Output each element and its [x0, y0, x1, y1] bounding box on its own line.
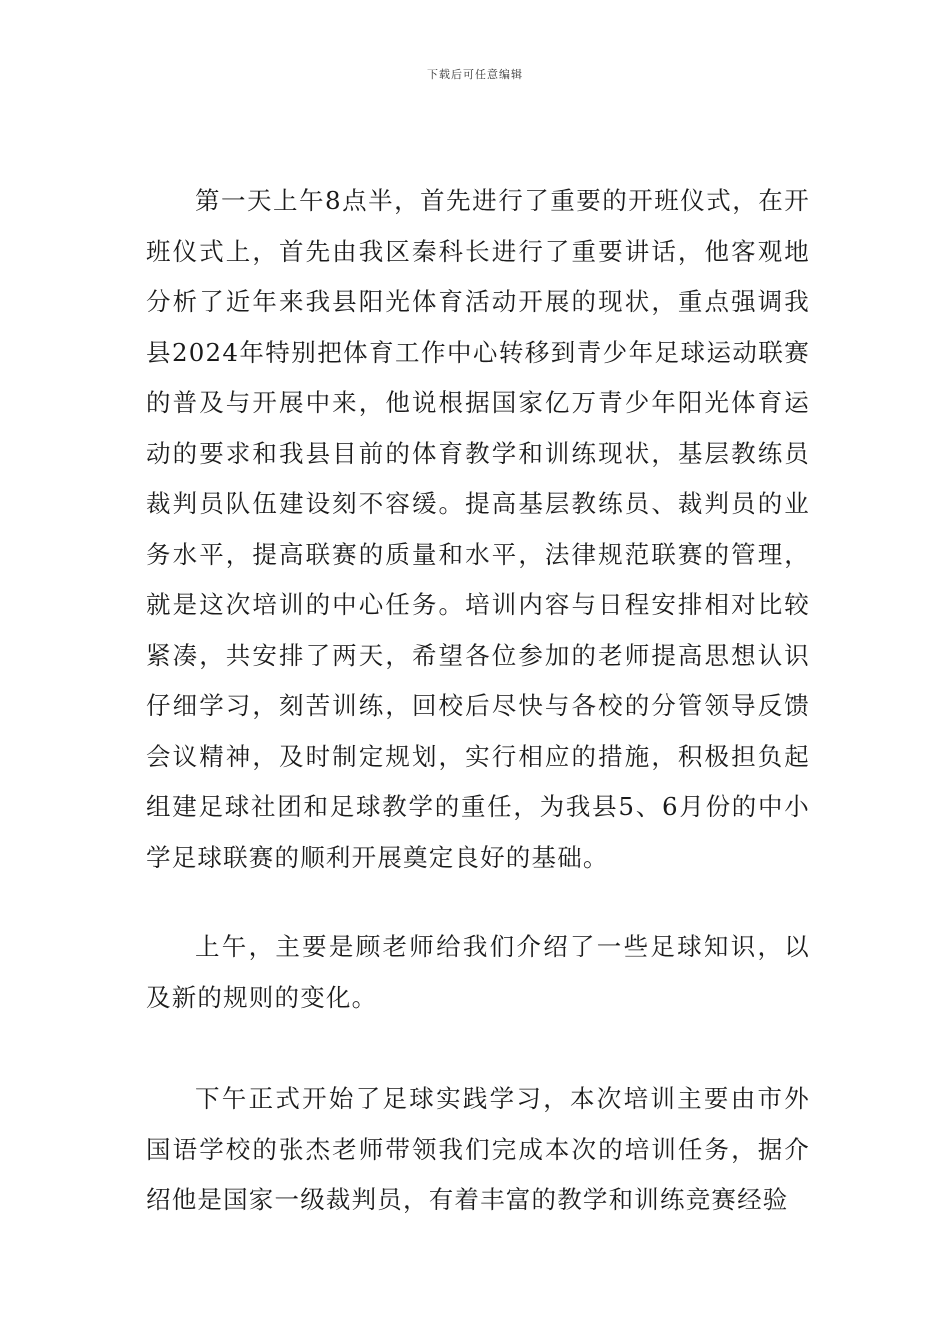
paragraph-morning-session: 上午，主要是顾老师给我们介绍了一些足球知识，以及新的规则的变化。 — [146, 932, 810, 1012]
paragraph-opening-ceremony: 第一天上午8点半，首先进行了重要的开班仪式，在开班仪式上，首先由我区秦科长进行了重要讲话，他客观地分析了近年来我县阳光体育活动开展的现状，重点强调我县2024年特别把体育工作中心转移到青少年足球运动联赛的普及与开展中来，他说根据国家亿万青少年阳光体育运动的要求和我县目前的体育教学和训练现状，基层教练员裁判员队伍建设刻不容缓。提高基层教练员、裁判员的业务水平，提高联赛的质量和水平，法律规范联赛的管理，就是这次培训的中心任务。培训内容与日程安排相对比较紧凑，共安排了两天，希望各位参加的老师提高思想认识仔细学习，刻苦训练，回校后尽快与各校的分管领导反馈会议精神，及时制定规划，实行相应的措施，积极担负起组建足球社团和足球教学的重任，为我县5、6月份的中小学足球联赛的顺利开展奠定良好的基础。 — [146, 186, 810, 872]
paragraph-block-3 — [146, 1074, 810, 1226]
paragraph-block-2 — [146, 922, 810, 1023]
paragraph-block-1 — [146, 176, 810, 883]
header-note: 下载后可任意编辑 — [427, 68, 523, 81]
paragraph-afternoon-practice: 下午正式开始了足球实践学习，本次培训主要由市外国语学校的张杰老师带领我们完成本次的培训任务，据介绍他是国家一级裁判员，有着丰富的教学和训练竞赛经验 — [146, 1084, 810, 1214]
